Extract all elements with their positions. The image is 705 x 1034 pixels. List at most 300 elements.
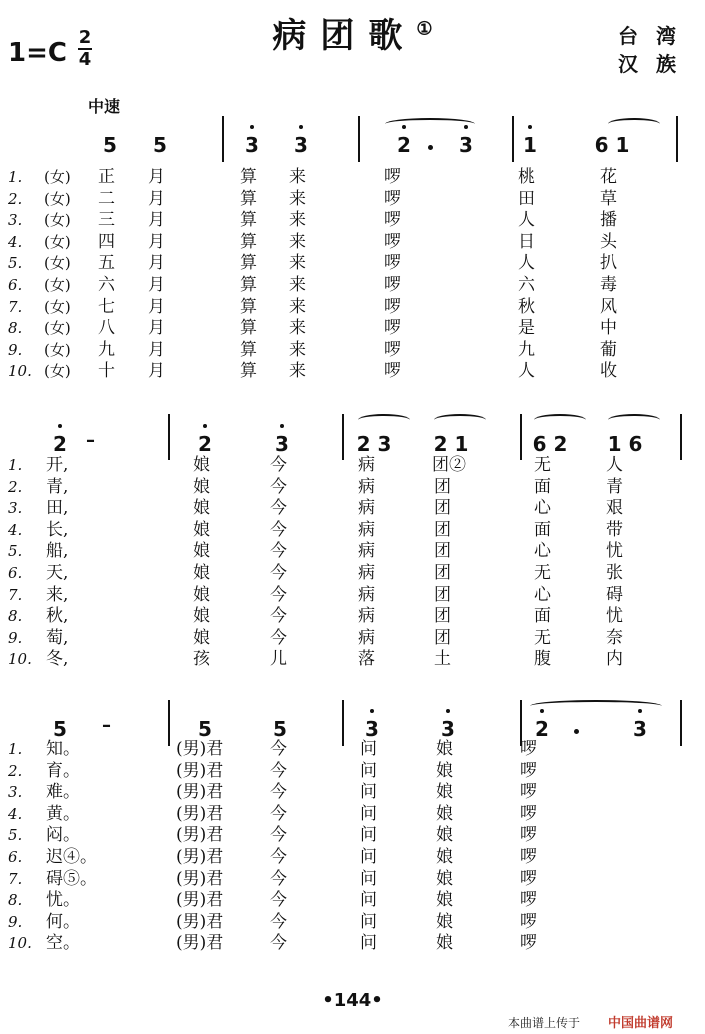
lyric-syllable: 十 [98, 361, 115, 382]
lyric-syllable: 病 [358, 584, 375, 605]
lyric-syllable: 无 [534, 627, 551, 648]
voice-label: (女) [44, 211, 71, 230]
lyric-syllable: 啰 [520, 803, 537, 824]
voice-label: (女) [44, 340, 71, 359]
jianpu-note: 2 [393, 133, 415, 157]
lyric-syllable: 月 [148, 188, 165, 209]
lyric-syllable: 团 [434, 563, 451, 583]
lyric-syllable: 啰 [520, 847, 537, 867]
verse-number: 5. [8, 542, 23, 561]
lyric-syllable: 月 [148, 253, 165, 274]
lyric-syllable: (男)君 [176, 760, 224, 781]
lyric-syllable: 闷。 [46, 825, 80, 846]
lyric-syllable: 无 [534, 563, 551, 583]
slur-arc [530, 700, 662, 712]
slur-arc [434, 414, 486, 426]
lyric-syllable: 啰 [520, 868, 537, 889]
lyric-syllable: 团 [434, 498, 451, 519]
jianpu-note: 5 [153, 133, 167, 157]
lyric-syllable: 娘 [436, 825, 453, 846]
lyric-syllable: 娘 [436, 760, 453, 781]
lyric-syllable: 来 [289, 339, 306, 360]
octave-dot [58, 424, 62, 428]
lyric-syllable: 忧。 [46, 890, 80, 911]
lyric-syllable: 啰 [384, 296, 401, 317]
lyric-syllable: 娘 [193, 541, 210, 562]
lyric-syllable: 啰 [384, 210, 401, 231]
lyric-syllable: 今 [270, 911, 287, 932]
verse-number: 7. [8, 585, 23, 604]
lyric-syllable: 心 [534, 498, 551, 519]
lyric-syllable: 面 [534, 476, 551, 497]
lyric-syllable: 人 [518, 210, 535, 231]
lyric-syllable: 娘 [193, 498, 210, 519]
page-number: •144• [322, 990, 383, 1011]
lyric-syllable: 今 [270, 868, 287, 889]
lyric-syllable: 面 [534, 519, 551, 540]
octave-dot [203, 424, 207, 428]
lyric-syllable: 草 [600, 188, 617, 209]
lyric-syllable: 算 [240, 318, 257, 339]
voice-label: (女) [44, 276, 71, 294]
verse-number: 9. [8, 912, 23, 931]
lyric-syllable: 月 [148, 167, 165, 187]
lyric-syllable: 娘 [193, 519, 210, 540]
verse-number: 8. [8, 319, 23, 338]
slur-arc [534, 414, 586, 426]
lyric-syllable: 花 [600, 167, 617, 187]
lyric-syllable: 啰 [520, 890, 537, 911]
lyric-syllable: 桃 [518, 167, 535, 187]
lyric-syllable: 葡 [600, 339, 617, 360]
lyric-syllable: 来 [289, 296, 306, 317]
lyric-syllable: 团 [434, 541, 451, 562]
lyric-syllable: 长, [46, 519, 69, 540]
bar-line [358, 116, 360, 162]
verse-number: 5. [8, 254, 23, 273]
lyric-syllable: 难。 [46, 782, 80, 803]
verse-number: 6. [8, 564, 23, 582]
lyric-syllable: (男)君 [176, 868, 224, 889]
bar-line [342, 414, 344, 460]
bar-line [342, 700, 344, 746]
lyric-syllable: 病 [358, 541, 375, 562]
lyric-syllable: 田, [46, 498, 69, 519]
lyric-syllable: 九 [518, 339, 535, 360]
lyric-syllable: 月 [148, 339, 165, 360]
verse-number: 4. [8, 804, 23, 823]
voice-label: (女) [44, 168, 71, 186]
lyric-syllable: 啰 [520, 739, 537, 759]
lyric-syllable: (男)君 [176, 803, 224, 824]
lyric-syllable: 娘 [436, 803, 453, 824]
lyric-syllable: 今 [270, 606, 287, 627]
jianpu-note: 5 [53, 717, 67, 741]
lyric-syllable: 来 [289, 167, 306, 187]
jianpu-note: 2 3 [356, 432, 392, 456]
jianpu-note: 1 6 [607, 432, 643, 456]
lyric-syllable: 中 [600, 318, 617, 339]
bar-line [512, 116, 514, 162]
lyric-syllable: 今 [270, 455, 287, 475]
lyric-syllable: 问 [360, 868, 377, 889]
bar-line [680, 700, 682, 746]
lyric-syllable: 啰 [520, 782, 537, 803]
lyric-syllable: 奈 [606, 627, 623, 648]
lyric-syllable: (男)君 [176, 847, 224, 867]
lyric-syllable: 病 [358, 627, 375, 648]
lyric-syllable: 团 [434, 476, 451, 497]
lyric-syllable: 算 [240, 275, 257, 295]
lyric-syllable: 月 [148, 275, 165, 295]
verse-number: 2. [8, 477, 23, 496]
verse-number: 10. [8, 934, 32, 953]
lyric-syllable: 孩 [193, 649, 210, 670]
lyric-syllable: 问 [360, 911, 377, 932]
slur-arc [358, 414, 410, 426]
lyric-syllable: 算 [240, 188, 257, 209]
song-title: 病团歌① [272, 16, 433, 56]
lyric-syllable: 啰 [384, 188, 401, 209]
lyric-syllable: (男)君 [176, 825, 224, 846]
lyric-syllable: 三 [98, 210, 115, 231]
extension-dash: – [86, 430, 95, 451]
lyric-syllable: 艰 [606, 498, 623, 519]
jianpu-note: 6 1 [594, 133, 630, 157]
lyric-syllable: 腹 [534, 649, 551, 670]
lyric-syllable: 今 [270, 782, 287, 803]
lyric-syllable: 日 [518, 231, 535, 252]
lyric-syllable: 天, [46, 563, 69, 583]
lyric-syllable: 啰 [384, 339, 401, 360]
lyric-syllable: 算 [240, 167, 257, 187]
lyric-syllable: 娘 [436, 911, 453, 932]
lyric-syllable: 来 [289, 275, 306, 295]
site-logo: 中国曲谱网 [608, 1016, 674, 1031]
lyric-syllable: 心 [534, 584, 551, 605]
lyric-syllable: 问 [360, 760, 377, 781]
lyric-syllable: 娘 [193, 563, 210, 583]
lyric-syllable: 黄。 [46, 803, 80, 824]
lyric-syllable: 人 [606, 455, 623, 475]
lyric-syllable: 算 [240, 361, 257, 382]
lyric-syllable: 船, [46, 541, 69, 562]
jianpu-note: 3 [361, 717, 383, 741]
key-signature: 1=C [8, 38, 67, 68]
jianpu-note: 3 [271, 432, 293, 456]
verse-number: 3. [8, 499, 23, 518]
lyric-syllable: 今 [270, 563, 287, 583]
lyric-syllable: 今 [270, 933, 287, 954]
lyric-syllable: 娘 [193, 584, 210, 605]
jianpu-note: 5 [198, 717, 212, 741]
lyric-syllable: (男)君 [176, 739, 224, 759]
lyric-syllable: (男)君 [176, 782, 224, 803]
lyric-syllable: 碍⑤。 [46, 868, 97, 889]
jianpu-note: 2 [49, 432, 71, 456]
lyric-syllable: 娘 [193, 455, 210, 475]
voice-label: (女) [44, 232, 71, 251]
lyric-syllable: 啰 [384, 253, 401, 274]
verse-number: 10. [8, 650, 32, 669]
verse-number: 8. [8, 891, 23, 910]
lyric-syllable: 啰 [384, 361, 401, 382]
voice-label: (女) [44, 319, 71, 338]
lyric-syllable: 萄, [46, 627, 69, 648]
jianpu-note: 3 [455, 133, 477, 157]
lyric-syllable: 今 [270, 803, 287, 824]
lyric-syllable: 秋 [518, 296, 535, 317]
lyric-syllable: 啰 [520, 825, 537, 846]
verse-number: 2. [8, 189, 23, 208]
bar-line [680, 414, 682, 460]
jianpu-note: 2 [194, 432, 216, 456]
jianpu-note: 3 [437, 717, 459, 741]
lyric-syllable: 八 [98, 318, 115, 339]
lyric-syllable: 啰 [384, 275, 401, 295]
time-signature: 2 4 [78, 27, 92, 70]
lyric-syllable: 今 [270, 541, 287, 562]
lyric-syllable: 人 [518, 253, 535, 274]
verse-number: 4. [8, 520, 23, 539]
lyric-syllable: 落 [358, 649, 375, 670]
lyric-syllable: 团 [434, 606, 451, 627]
tempo-marking: 中速 [88, 97, 121, 116]
lyric-syllable: 二 [98, 188, 115, 209]
lyric-syllable: 正 [98, 167, 115, 187]
lyric-syllable: 迟④。 [46, 847, 97, 867]
lyric-syllable: 四 [98, 231, 115, 252]
lyric-syllable: 今 [270, 627, 287, 648]
lyric-syllable: 开, [46, 455, 69, 475]
lyric-syllable: 啰 [384, 167, 401, 187]
lyric-syllable: 月 [148, 318, 165, 339]
octave-dot [280, 424, 284, 428]
bar-line [520, 414, 522, 460]
lyric-syllable: 头 [600, 231, 617, 252]
lyric-syllable: 内 [606, 649, 623, 670]
lyric-syllable: 风 [600, 296, 617, 317]
lyric-syllable: 娘 [436, 782, 453, 803]
lyric-syllable: (男)君 [176, 911, 224, 932]
lyric-syllable: 今 [270, 847, 287, 867]
lyric-syllable: 病 [358, 606, 375, 627]
jianpu-note: 2 1 [433, 432, 469, 456]
lyric-syllable: 知。 [46, 739, 80, 759]
octave-dot [528, 125, 532, 129]
lyric-syllable: 今 [270, 825, 287, 846]
lyric-syllable: 五 [98, 253, 115, 274]
lyric-syllable: 九 [98, 339, 115, 360]
lyric-syllable: 今 [270, 498, 287, 519]
song-origin: 台湾 汉族 [618, 24, 694, 76]
verse-number: 9. [8, 628, 23, 647]
verse-number: 5. [8, 826, 23, 845]
lyric-syllable: 来, [46, 584, 69, 605]
verse-number: 6. [8, 848, 23, 866]
lyric-syllable: 张 [606, 563, 623, 583]
lyric-syllable: 啰 [520, 760, 537, 781]
lyric-syllable: 团 [434, 584, 451, 605]
lyric-syllable: 娘 [436, 739, 453, 759]
lyric-syllable: 今 [270, 739, 287, 759]
lyric-syllable: 算 [240, 296, 257, 317]
verse-number: 10. [8, 362, 32, 381]
lyric-syllable: 秋, [46, 606, 69, 627]
lyric-syllable: 娘 [436, 933, 453, 954]
lyric-syllable: 问 [360, 847, 377, 867]
jianpu-note: 5 [103, 133, 117, 157]
lyric-syllable: 月 [148, 210, 165, 231]
slur-arc [608, 414, 660, 426]
slur-arc [608, 118, 660, 130]
lyric-syllable: 儿 [270, 649, 287, 670]
lyric-syllable: 娘 [436, 847, 453, 867]
jianpu-note: 5 [273, 717, 287, 741]
slur-arc [385, 118, 475, 130]
lyric-syllable: 青, [46, 476, 69, 497]
lyric-syllable: 冬, [46, 649, 69, 670]
lyric-syllable: 问 [360, 739, 377, 759]
lyric-syllable: 无 [534, 455, 551, 475]
verse-number: 9. [8, 340, 23, 359]
augmentation-dot [574, 729, 579, 734]
lyric-syllable: 来 [289, 210, 306, 231]
verse-number: 7. [8, 869, 23, 888]
lyric-syllable: 算 [240, 210, 257, 231]
lyric-syllable: 来 [289, 318, 306, 339]
lyric-syllable: 忧 [606, 606, 623, 627]
verse-number: 3. [8, 211, 23, 230]
lyric-syllable: 今 [270, 519, 287, 540]
lyric-syllable: 忧 [606, 541, 623, 562]
lyric-syllable: 六 [518, 275, 535, 295]
lyric-syllable: 团② [432, 455, 466, 475]
octave-dot [446, 709, 450, 713]
voice-label: (女) [44, 254, 71, 273]
lyric-syllable: 啰 [520, 911, 537, 932]
lyric-syllable: 今 [270, 890, 287, 911]
lyric-syllable: 何。 [46, 911, 80, 932]
octave-dot [299, 125, 303, 129]
lyric-syllable: 问 [360, 890, 377, 911]
lyric-syllable: 病 [358, 498, 375, 519]
lyric-syllable: 算 [240, 231, 257, 252]
verse-number: 3. [8, 783, 23, 802]
lyric-syllable: 问 [360, 825, 377, 846]
octave-dot [250, 125, 254, 129]
lyric-syllable: 空。 [46, 933, 80, 954]
lyric-syllable: 田 [518, 188, 535, 209]
lyric-syllable: 碍 [606, 584, 623, 605]
lyric-syllable: 啰 [384, 231, 401, 252]
lyric-syllable: 病 [358, 476, 375, 497]
lyric-syllable: 带 [606, 519, 623, 540]
lyric-syllable: 土 [434, 649, 451, 670]
jianpu-note: 6 2 [532, 432, 568, 456]
bar-line [676, 116, 678, 162]
verse-number: 7. [8, 297, 23, 316]
lyric-syllable: 播 [600, 210, 617, 231]
lyric-syllable: 是 [518, 318, 535, 339]
lyric-syllable: 问 [360, 803, 377, 824]
lyric-syllable: 病 [358, 563, 375, 583]
voice-label: (女) [44, 297, 71, 316]
lyric-syllable: 今 [270, 584, 287, 605]
lyric-syllable: 六 [98, 275, 115, 295]
lyric-syllable: (男)君 [176, 890, 224, 911]
bar-line [168, 700, 170, 746]
lyric-syllable: 来 [289, 231, 306, 252]
lyric-syllable: 心 [534, 541, 551, 562]
jianpu-note: 3 [629, 717, 651, 741]
lyric-syllable: 月 [148, 231, 165, 252]
lyric-syllable: 面 [534, 606, 551, 627]
lyric-syllable: (男)君 [176, 933, 224, 954]
bar-line [168, 414, 170, 460]
verse-number: 4. [8, 232, 23, 251]
verse-number: 6. [8, 276, 23, 294]
lyric-syllable: 病 [358, 519, 375, 540]
lyric-syllable: 啰 [384, 318, 401, 339]
jianpu-note: 2 [531, 717, 553, 741]
lyric-syllable: 来 [289, 188, 306, 209]
voice-label: (女) [44, 189, 71, 208]
lyric-syllable: 算 [240, 339, 257, 360]
jianpu-note: 3 [290, 133, 312, 157]
lyric-syllable: 来 [289, 253, 306, 274]
lyric-syllable: 团 [434, 627, 451, 648]
verse-number: 1. [8, 168, 23, 186]
lyric-syllable: 娘 [436, 890, 453, 911]
lyric-syllable: 来 [289, 361, 306, 382]
augmentation-dot [428, 145, 433, 150]
voice-label: (女) [44, 362, 71, 381]
lyric-syllable: 问 [360, 782, 377, 803]
lyric-syllable: 算 [240, 253, 257, 274]
octave-dot [370, 709, 374, 713]
verse-number: 1. [8, 456, 23, 474]
lyric-syllable: 人 [518, 361, 535, 382]
lyric-syllable: 七 [98, 296, 115, 317]
bar-line [222, 116, 224, 162]
verse-number: 2. [8, 761, 23, 780]
lyric-syllable: 问 [360, 933, 377, 954]
lyric-syllable: 今 [270, 760, 287, 781]
lyric-syllable: 青 [606, 476, 623, 497]
lyric-syllable: 月 [148, 361, 165, 382]
lyric-syllable: 娘 [193, 476, 210, 497]
lyric-syllable: 团 [434, 519, 451, 540]
lyric-syllable: 啰 [520, 933, 537, 954]
jianpu-note: 1 [519, 133, 541, 157]
verse-number: 1. [8, 740, 23, 758]
lyric-syllable: 娘 [436, 868, 453, 889]
lyric-syllable: 今 [270, 476, 287, 497]
extension-dash: – [102, 715, 111, 736]
lyric-syllable: 月 [148, 296, 165, 317]
lyric-syllable: 育。 [46, 760, 80, 781]
jianpu-note: 3 [241, 133, 263, 157]
verse-number: 8. [8, 607, 23, 626]
lyric-syllable: 病 [358, 455, 375, 475]
upload-note: 本曲谱上传于 [508, 1016, 581, 1030]
lyric-syllable: 毒 [600, 275, 617, 295]
lyric-syllable: 娘 [193, 627, 210, 648]
lyric-syllable: 收 [600, 361, 617, 382]
lyric-syllable: 娘 [193, 606, 210, 627]
lyric-syllable: 扒 [600, 253, 617, 274]
